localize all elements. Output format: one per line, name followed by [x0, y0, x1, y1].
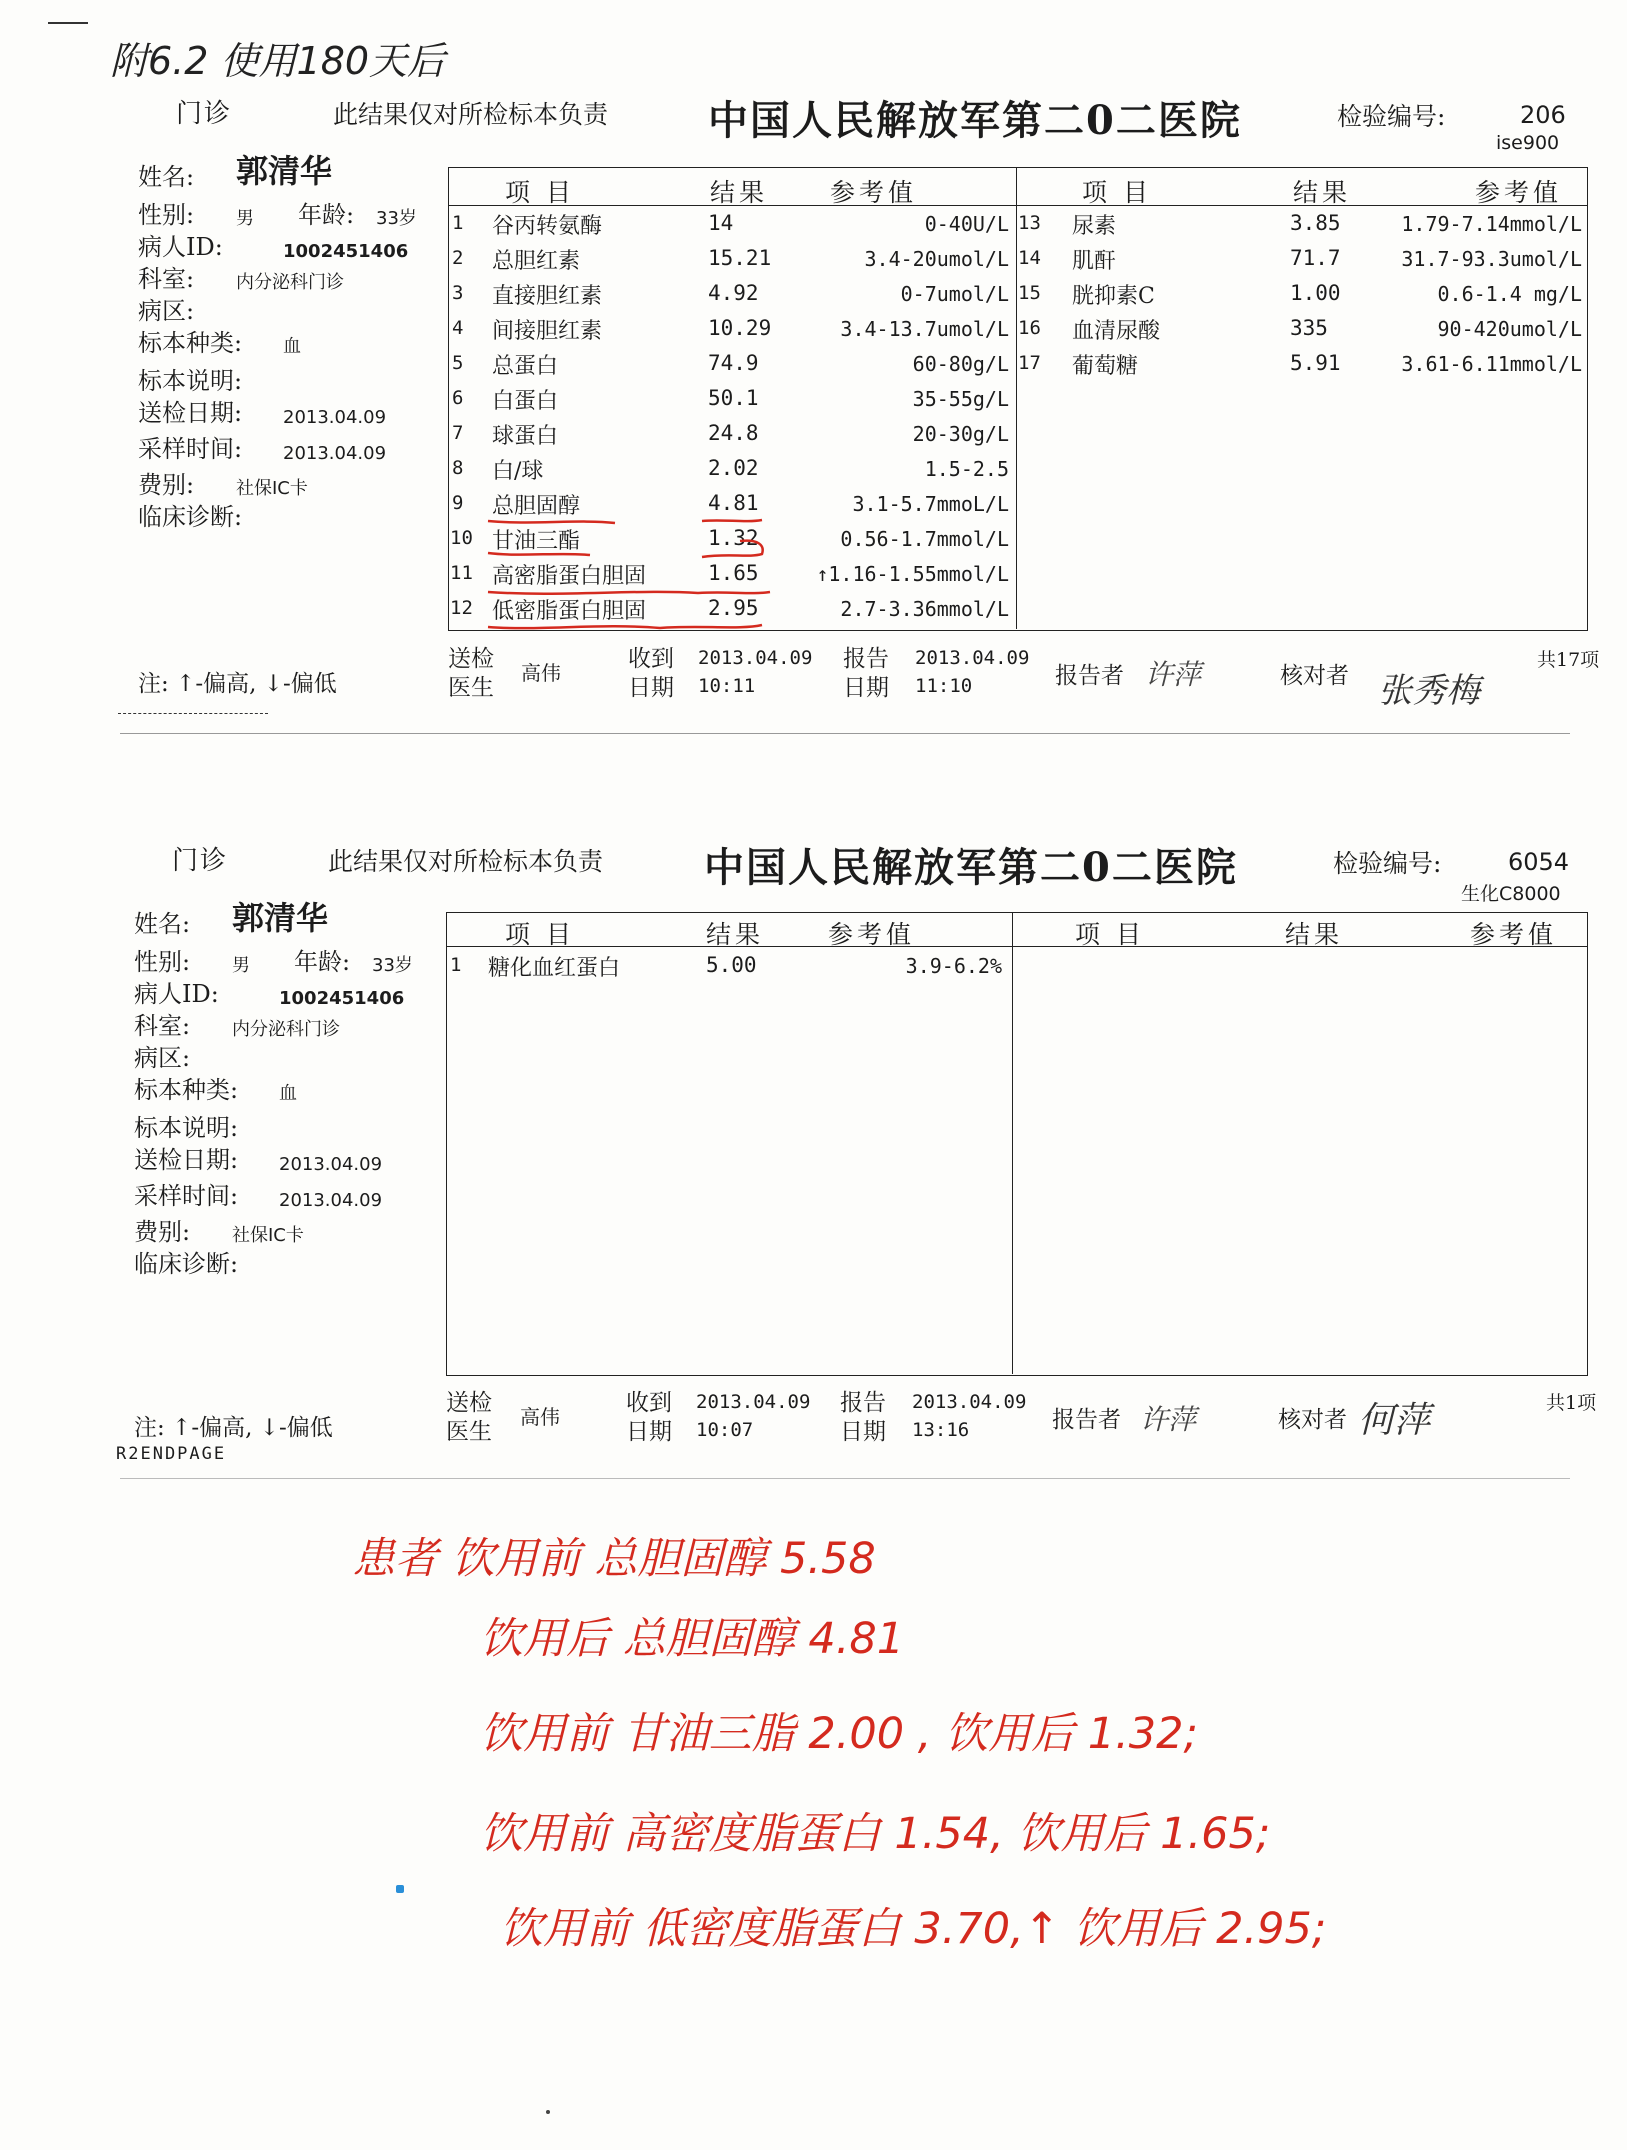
checker-label: 核对者: [1280, 663, 1349, 689]
ref-range: ↑1.16-1.55mmol/L: [816, 562, 1009, 586]
ward-label: 病区:: [138, 297, 195, 325]
ref-range: 0-7umol/L: [900, 282, 1009, 306]
result-value: 1.32: [708, 526, 759, 550]
result-value: 1.65: [708, 561, 759, 585]
dept-value: 内分泌科门诊: [236, 272, 344, 293]
result-value: 335: [1290, 316, 1328, 340]
sent-date-label: 送检日期:: [138, 399, 243, 427]
handwritten-note-4: 饮用前 高密度脂蛋白 1.54, 饮用后 1.65;: [480, 1809, 1271, 1859]
report-date: 2013.04.09: [912, 1391, 1027, 1413]
fee-value: 社保IC卡: [232, 1225, 304, 1246]
lab-no-label: 检验编号:: [1333, 849, 1442, 878]
result-value: 2.95: [708, 596, 759, 620]
specimen-value: 血: [283, 336, 301, 357]
lab-report-1: [0, 85, 1627, 815]
recv-time: 10:11: [698, 675, 756, 697]
report-label-1: 报告: [843, 646, 889, 672]
sex-label: 性别:: [138, 201, 195, 229]
age-value: 33岁: [372, 955, 413, 976]
instrument-label: 生化C8000: [1461, 883, 1561, 905]
item-name: 胱抑素C: [1072, 284, 1155, 309]
col-ref-left: 参考值: [830, 178, 918, 207]
item-name: 总胆固醇: [492, 494, 581, 519]
hospital-title: 中国人民解放军第二0二医院: [708, 97, 1242, 144]
sampled-label: 采样时间:: [138, 435, 243, 463]
row-no: 8: [452, 457, 464, 479]
recv-label-1: 收到: [628, 646, 674, 672]
report-time: 13:16: [912, 1419, 970, 1441]
ref-range: 3.9-6.2%: [905, 954, 1002, 978]
row-no: 4: [452, 317, 464, 339]
dashed-rule: [118, 713, 268, 714]
item-name: 尿素: [1072, 214, 1117, 239]
ref-range: 3.61-6.11mmol/L: [1401, 352, 1582, 376]
dept-value: 内分泌科门诊: [232, 1019, 340, 1040]
result-value: 1.00: [1290, 281, 1341, 305]
item-name: 葡萄糖: [1072, 354, 1139, 379]
doctor-label-2: 医生: [446, 1419, 492, 1445]
row-no: 12: [450, 597, 473, 619]
item-name: 总蛋白: [492, 354, 559, 379]
result-value: 74.9: [708, 351, 759, 375]
specimen-value: 血: [279, 1083, 297, 1104]
fee-value: 社保IC卡: [236, 478, 308, 499]
row-no: 17: [1018, 352, 1041, 374]
item-name: 肌酐: [1072, 249, 1117, 274]
col-item-left: 项 目: [505, 920, 575, 949]
age-label: 年龄:: [294, 948, 351, 976]
ward-label: 病区:: [134, 1044, 191, 1072]
ref-range: 2.7-3.36mmol/L: [840, 597, 1009, 621]
col-ref-left: 参考值: [828, 920, 916, 949]
doctor-label-1: 送检: [448, 646, 494, 672]
ref-range: 35-55g/L: [912, 387, 1009, 411]
item-name: 谷丙转氨酶: [492, 214, 603, 239]
row-no: 5: [452, 352, 464, 374]
ref-range: 0.56-1.7mmol/L: [840, 527, 1009, 551]
result-value: 4.81: [708, 491, 759, 515]
lab-no-label: 检验编号:: [1337, 102, 1446, 131]
row-no: 7: [452, 422, 464, 444]
table-center-divider: [1012, 912, 1013, 1374]
recv-date: 2013.04.09: [696, 1391, 811, 1413]
result-value: 10.29: [708, 316, 772, 340]
item-name: 低密脂蛋白胆固: [492, 599, 647, 624]
row-no: 9: [452, 492, 464, 514]
blue-speck: [396, 1885, 404, 1893]
sent-date-value: 2013.04.09: [279, 1154, 383, 1175]
result-value: 2.02: [708, 456, 759, 480]
corner-mark: [48, 22, 88, 24]
report-label-2: 日期: [843, 675, 889, 701]
row-no: 3: [452, 282, 464, 304]
ref-range: 1.79-7.14mmol/L: [1401, 212, 1582, 236]
row-no: 2: [452, 247, 464, 269]
sex-value: 男: [236, 208, 254, 229]
col-item-left: 项 目: [505, 178, 575, 207]
col-ref-right: 参考值: [1475, 178, 1563, 207]
clinic-label: 门诊: [176, 99, 233, 129]
row-no: 13: [1018, 212, 1041, 234]
recv-label-1: 收到: [626, 1390, 672, 1416]
reporter-label: 报告者: [1052, 1407, 1121, 1433]
doctor-name: 高伟: [520, 1405, 560, 1429]
patient-info: [138, 152, 417, 533]
underline-total-cholesterol-value: [702, 520, 762, 521]
underline-hdl: [488, 592, 770, 594]
id-label: 病人ID:: [138, 233, 223, 261]
row-no: 14: [1018, 247, 1041, 269]
table-header-divider: [446, 946, 1588, 947]
underline-triglyceride-value: [702, 541, 763, 557]
doctor-label-1: 送检: [446, 1390, 492, 1416]
item-name: 直接胆红素: [492, 284, 603, 309]
patient-name: 郭清华: [236, 152, 333, 190]
hospital-title: 中国人民解放军第二0二医院: [704, 844, 1238, 891]
checker-signature: 张秀梅: [1378, 671, 1480, 711]
item-name: 球蛋白: [492, 424, 559, 449]
ref-range: 3.4-13.7umol/L: [840, 317, 1009, 341]
ref-range: 31.7-93.3umol/L: [1401, 247, 1582, 271]
underline-total-cholesterol: [488, 521, 615, 523]
sampled-value: 2013.04.09: [279, 1190, 383, 1211]
disclaimer-text: 此结果仅对所检标本负责: [328, 847, 604, 876]
row-no: 15: [1018, 282, 1041, 304]
table-center-divider: [1016, 167, 1017, 629]
col-result-right: 结果: [1285, 920, 1344, 949]
result-value: 15.21: [708, 246, 772, 270]
sampled-value: 2013.04.09: [283, 443, 387, 464]
specimen-note-label: 标本说明:: [134, 1114, 239, 1142]
clinic-label: 门诊: [172, 846, 229, 876]
row-no: 11: [450, 562, 473, 584]
recv-time: 10:07: [696, 1419, 754, 1441]
dept-label: 科室:: [134, 1012, 191, 1040]
legend-note: 注: ↑-偏高, ↓-偏低: [138, 671, 337, 697]
row-no: 16: [1018, 317, 1041, 339]
col-result-left: 结果: [706, 920, 765, 949]
id-label: 病人ID:: [134, 980, 219, 1008]
specimen-label: 标本种类:: [134, 1076, 239, 1104]
row-no: 1: [452, 212, 464, 234]
patient-info: [134, 899, 413, 1280]
col-result-left: 结果: [710, 178, 769, 207]
doctor-label-2: 医生: [448, 675, 494, 701]
ref-range: 20-30g/L: [912, 422, 1009, 446]
sent-date-value: 2013.04.09: [283, 407, 387, 428]
result-value: 24.8: [708, 421, 759, 445]
specimen-label: 标本种类:: [138, 329, 243, 357]
result-value: 5.91: [1290, 351, 1341, 375]
reporter-signature: 许萍: [1145, 658, 1202, 691]
handwritten-note-3: 饮用前 甘油三脂 2.00 , 饮用后 1.32;: [480, 1709, 1198, 1759]
total-items: 共17项: [1537, 649, 1600, 671]
col-item-right: 项 目: [1082, 178, 1152, 207]
report-label-2: 日期: [840, 1419, 886, 1445]
patient-id: 1002451406: [283, 241, 409, 262]
row-no: 6: [452, 387, 464, 409]
row-no: 1: [450, 954, 462, 976]
lab-no-value: 6054: [1508, 848, 1570, 876]
result-value: 50.1: [708, 386, 759, 410]
header-handwritten-note: 附6.2 使用180天后: [110, 39, 446, 83]
handwritten-note-1: 患者 饮用前 总胆固醇 5.58: [352, 1534, 876, 1584]
reporter-signature: 许萍: [1140, 1403, 1197, 1436]
recv-label-2: 日期: [628, 675, 674, 701]
sex-label: 性别:: [134, 948, 191, 976]
name-label: 姓名:: [134, 910, 191, 938]
disclaimer-text: 此结果仅对所检标本负责: [333, 100, 609, 129]
result-value: 5.00: [706, 953, 757, 977]
sent-date-label: 送检日期:: [134, 1146, 239, 1174]
ref-range: 3.1-5.7mmoL/L: [852, 492, 1009, 516]
instrument-label: ise900: [1496, 132, 1560, 154]
lab-report-2: [0, 832, 1627, 1562]
item-name: 甘油三酯: [492, 529, 581, 554]
ref-range: 0.6-1.4 mg/L: [1437, 282, 1582, 306]
underline-triglyceride: [488, 553, 590, 555]
item-name: 高密脂蛋白胆固: [492, 564, 647, 589]
reporter-label: 报告者: [1055, 663, 1124, 689]
result-value: 14: [708, 211, 734, 235]
page-tag: R2ENDPAGE: [116, 1444, 227, 1464]
result-value: 71.7: [1290, 246, 1341, 270]
row-no: 10: [450, 527, 473, 549]
sampled-label: 采样时间:: [134, 1182, 239, 1210]
item-name: 白/球: [492, 459, 544, 484]
report-date: 2013.04.09: [915, 647, 1030, 669]
underline-ldl: [488, 625, 762, 628]
sheet-separator: [120, 1478, 1570, 1479]
item-name: 白蛋白: [492, 389, 559, 414]
ref-range: 1.5-2.5: [924, 457, 1009, 481]
item-name: 总胆红素: [492, 249, 581, 274]
ref-range: 90-420umol/L: [1437, 317, 1582, 341]
item-name: 血清尿酸: [1072, 319, 1161, 344]
report-time: 11:10: [915, 675, 973, 697]
fee-label: 费别:: [134, 1218, 191, 1246]
name-label: 姓名:: [138, 163, 195, 191]
bottom-dot: [546, 2110, 550, 2114]
total-items: 共1项: [1546, 1392, 1597, 1414]
ref-range: 0-40U/L: [924, 212, 1009, 236]
recv-label-2: 日期: [626, 1419, 672, 1445]
diagnosis-label: 临床诊断:: [138, 503, 243, 531]
col-result-right: 结果: [1293, 178, 1352, 207]
sex-value: 男: [232, 955, 250, 976]
col-item-right: 项 目: [1075, 920, 1145, 949]
result-value: 4.92: [708, 281, 759, 305]
lab-no-value: 206: [1520, 101, 1566, 129]
checker-label: 核对者: [1278, 1407, 1347, 1433]
sheet-separator: [120, 733, 1570, 734]
diagnosis-label: 临床诊断:: [134, 1250, 239, 1278]
specimen-note-label: 标本说明:: [138, 367, 243, 395]
age-value: 33岁: [376, 208, 417, 229]
red-pen-underlines: [440, 505, 780, 635]
item-name: 糖化血红蛋白: [488, 956, 621, 981]
doctor-name: 高伟: [521, 661, 561, 685]
ref-range: 3.4-20umol/L: [864, 247, 1009, 271]
patient-id: 1002451406: [279, 988, 405, 1009]
table-header-divider: [448, 205, 1588, 206]
ref-range: 60-80g/L: [912, 352, 1009, 376]
handwritten-note-2: 饮用后 总胆固醇 4.81: [480, 1614, 905, 1664]
legend-note: 注: ↑-偏高, ↓-偏低: [134, 1415, 333, 1441]
checker-signature: 何萍: [1358, 1400, 1431, 1441]
patient-name: 郭清华: [232, 899, 329, 937]
report-label-1: 报告: [840, 1390, 886, 1416]
result-value: 3.85: [1290, 211, 1341, 235]
col-ref-right: 参考值: [1470, 920, 1558, 949]
handwritten-note-5: 饮用前 低密度脂蛋白 3.70,↑ 饮用后 2.95;: [500, 1904, 1327, 1954]
recv-date: 2013.04.09: [698, 647, 813, 669]
dept-label: 科室:: [138, 265, 195, 293]
age-label: 年龄:: [298, 201, 355, 229]
item-name: 间接胆红素: [492, 319, 603, 344]
fee-label: 费别:: [138, 471, 195, 499]
